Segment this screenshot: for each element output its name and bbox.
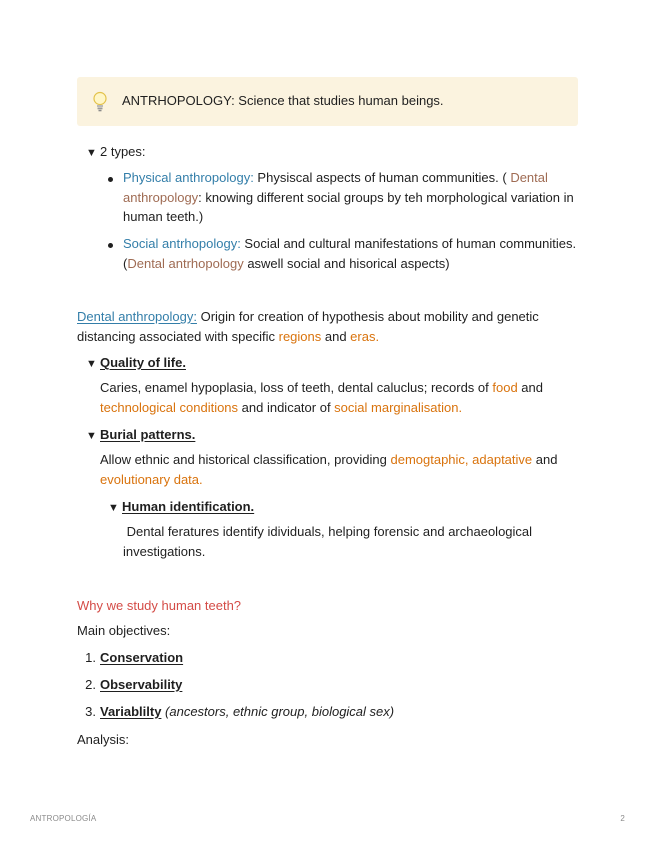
objective-title: Conservation <box>100 650 184 665</box>
callout-text: ANTRHOPOLOGY: Science that studies human beings. <box>122 93 444 108</box>
types-toggle[interactable] <box>86 142 146 164</box>
objective-item <box>100 675 182 695</box>
quality-content <box>100 378 578 417</box>
list-item <box>123 168 578 227</box>
objective-title: Observability <box>100 677 183 692</box>
term-dental-anthropology: Dental anthropology <box>123 170 548 205</box>
toggle-triangle-icon[interactable]: ▼ <box>86 358 97 370</box>
objectives-label: Main objectives: <box>77 623 171 638</box>
paragraph-text: Allow ethnic and historical classification, providing <box>100 452 391 467</box>
toggle-triangle-icon[interactable]: ▼ <box>86 147 97 159</box>
item-text: : knowing different social groups by teh morphological variation in human teeth.) <box>123 189 574 224</box>
highlight-social: social marginalisation. <box>334 399 463 415</box>
objective-item <box>100 648 183 668</box>
human-id-title: Human identification. <box>122 499 255 514</box>
toggle-triangle-icon[interactable]: ▼ <box>108 502 119 514</box>
page-number: 2 <box>620 814 625 823</box>
list-item <box>123 234 578 273</box>
toggle-triangle-icon[interactable]: ▼ <box>86 430 97 442</box>
objective-note: (ancestors, ethnic group, biological sex) <box>161 704 395 719</box>
term-social-anthropology: Social antrhopology: <box>123 236 241 251</box>
why-question: Why we study human teeth? <box>77 598 242 613</box>
paragraph-text: and <box>321 328 351 344</box>
types-toggle-label: 2 types: <box>100 144 146 159</box>
paragraph-text: and indicator of <box>238 399 335 415</box>
burial-toggle[interactable] <box>86 425 195 447</box>
term-physical-anthropology: Physical anthropology: <box>123 170 254 185</box>
burial-content <box>100 450 578 489</box>
bullet-icon <box>108 177 113 182</box>
bullet-icon <box>108 243 113 248</box>
item-text: Physiscal aspects of human communities. ( <box>253 170 511 185</box>
highlight-regions: regions <box>278 328 322 344</box>
objective-title: Variablilty <box>100 704 162 719</box>
item-text: aswell social and hisorical aspects) <box>243 255 450 271</box>
paragraph-text: and <box>517 380 543 395</box>
objective-item <box>100 702 394 722</box>
paragraph-text: and <box>532 452 558 467</box>
list-number: 1. <box>85 650 96 665</box>
paragraph-text: Origin for creation of hypothesis about mobility and genetic distancing associated with specific <box>77 309 539 344</box>
paragraph-text: Caries, enamel hypoplasia, loss of teeth, dental caluclus; records of <box>100 380 493 395</box>
dental-anthropology-link[interactable]: Dental anthropology: <box>77 309 197 324</box>
list-number: 2. <box>85 677 96 692</box>
callout-box <box>77 77 578 126</box>
quality-title: Quality of life. <box>100 355 186 370</box>
dental-anthropology-paragraph <box>77 307 578 346</box>
highlight-technological: technological conditions <box>100 399 239 415</box>
human-id-toggle[interactable] <box>108 497 254 519</box>
highlight-demographic: demogtaphic, adaptative <box>390 452 533 467</box>
quality-toggle[interactable] <box>86 353 186 375</box>
footer-left: ANTROPOLOGÍA <box>30 814 97 823</box>
highlight-food: food <box>492 380 518 395</box>
highlight-evolutionary: evolutionary data. <box>100 471 203 487</box>
burial-title: Burial patterns. <box>100 427 196 442</box>
human-id-content: Dental feratures identify idividuals, helping forensic and archaeological investigations. <box>123 524 536 559</box>
lightbulb-icon <box>92 91 108 113</box>
analysis-label: Analysis: <box>77 732 130 747</box>
list-number: 3. <box>85 704 96 719</box>
term-dental-anthropology: Dental antrhopology <box>127 255 244 271</box>
item-text: Social and cultural manifestations of human communities. ( <box>123 236 577 271</box>
highlight-eras: eras. <box>350 328 380 344</box>
